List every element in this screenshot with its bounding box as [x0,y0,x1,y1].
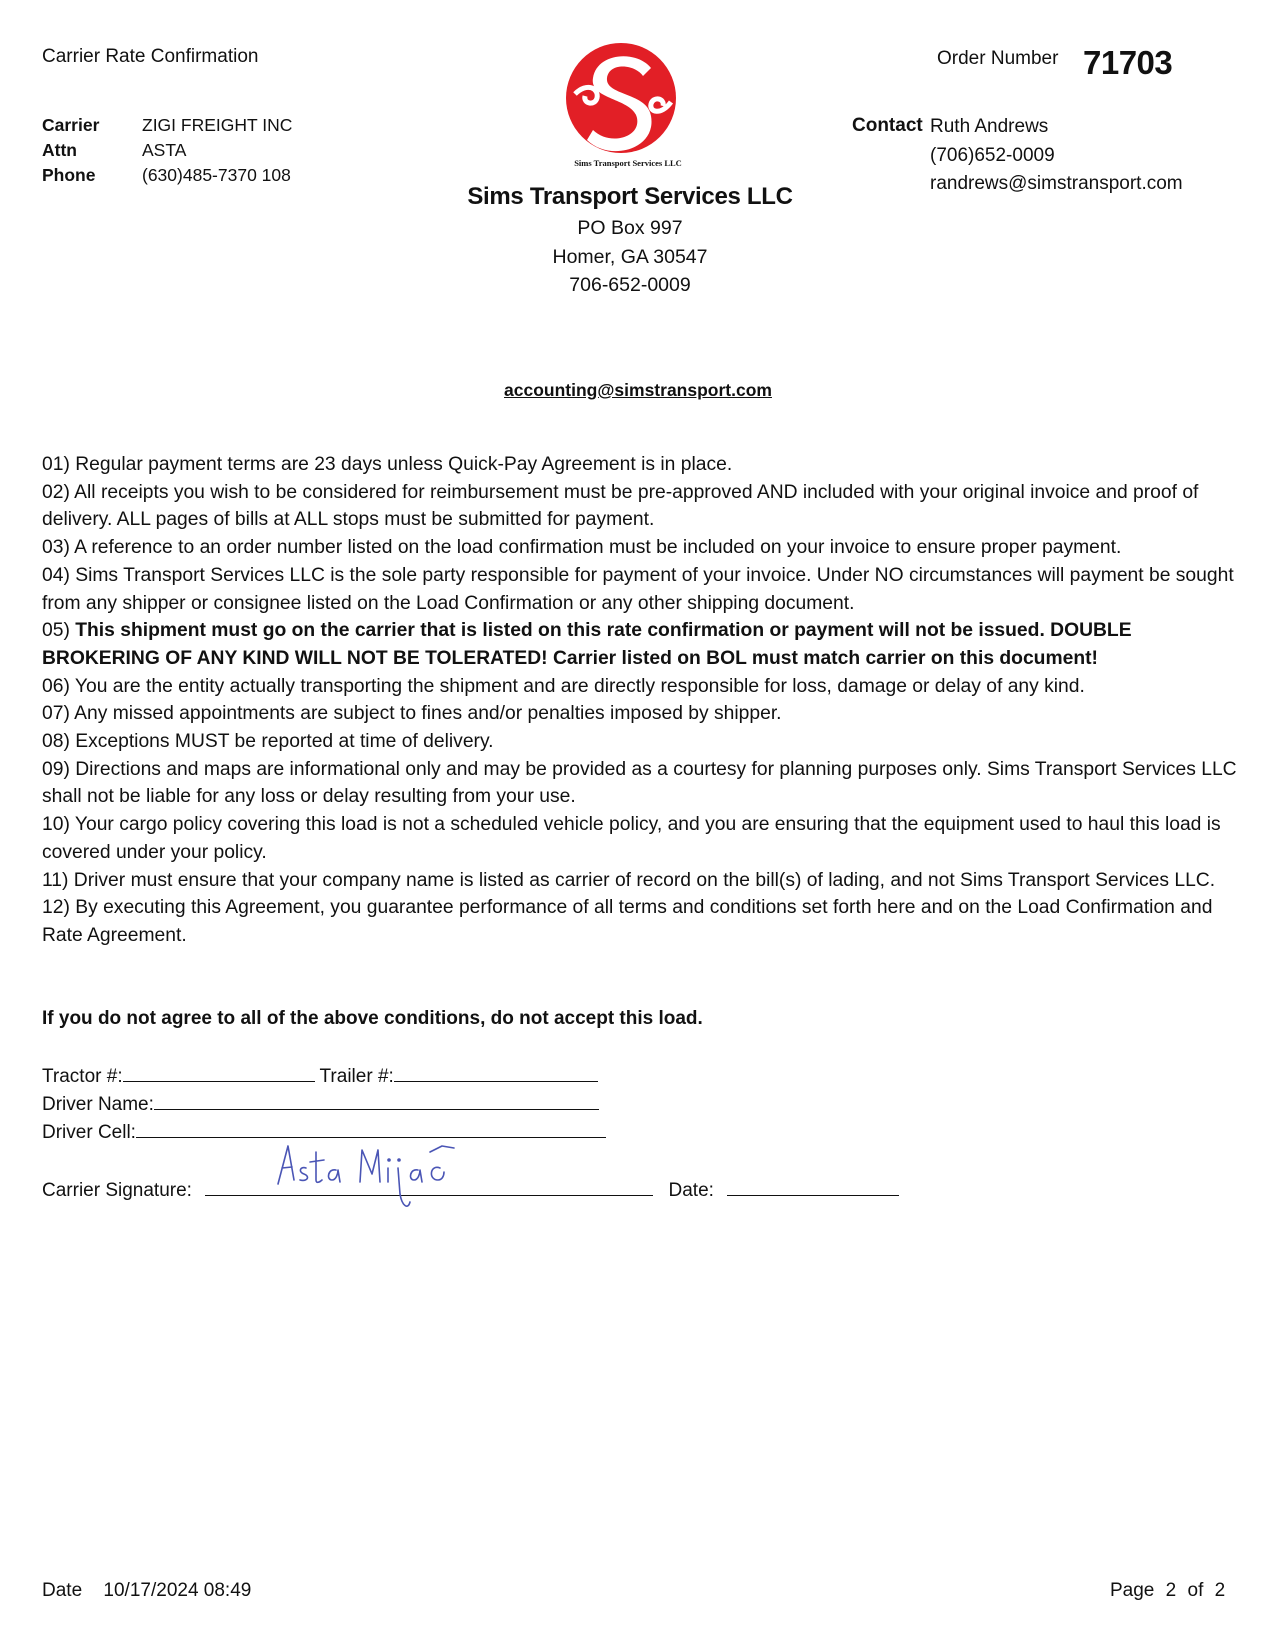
page-label: Page [1110,1580,1155,1601]
attn-row [42,138,292,163]
carrier-info [42,113,292,188]
company-name: Sims Transport Services LLC [467,183,793,210]
company-address-line1: PO Box 997 [577,217,683,239]
acceptance-warning: If you do not agree to all of the above conditions, do not accept this load. [42,1008,703,1029]
term-05-text: This shipment must go on the carrier that is listed on this rate confirmation or payment will not be issued. DOUBLE BROKERING OF ANY KIND WILL NOT BE TOLERATED! Carrier listed on BOL must match carrier on this document! [42,620,1132,669]
page-total: 2 [1214,1580,1226,1601]
accounting-email-link[interactable]: accounting@simstransport.com [504,380,772,400]
footer-date [42,1580,251,1602]
phone-value: (630)485-7370 108 [142,165,291,185]
carrier-row [42,113,292,138]
driver-cell-input[interactable] [136,1120,606,1138]
page-of: of [1187,1580,1204,1601]
term-01: 01) Regular payment terms are 23 days unless Quick-Pay Agreement is in place. [42,454,733,475]
term-08: 08) Exceptions MUST be reported at time of delivery. [42,731,494,753]
signature-label: Carrier Signature: [42,1180,192,1201]
footer-date-label: Date [42,1580,83,1601]
trailer-input[interactable] [394,1064,598,1082]
term-04: 04) Sims Transport Services LLC is the sole party responsible for payment of your invoice. Under NO circumstances will payment be sought from any shipper or consignee listed on the Load Confirmation or any other shipping document. [42,564,1234,614]
company-address-line2: Homer, GA 30547 [552,246,708,268]
company-phone: 706-652-0009 [569,274,691,296]
driver-name-row [42,1091,606,1119]
tractor-input[interactable] [123,1064,315,1082]
driver-cell-label: Driver Cell: [42,1122,136,1143]
order-number-value: 71703 [1083,44,1173,81]
term-02: 02) All receipts you wish to be considered for reimbursement must be pre-approved AND included with your original invoice and proof of delivery. ALL pages of bills at ALL stops must be submitted for payment. [42,481,1199,531]
date-label: Date: [668,1180,714,1201]
page-current: 2 [1165,1580,1177,1601]
contact-info [930,113,1183,199]
contact-name: Ruth Andrews [930,116,1049,137]
logo-tagline: Sims Transport Services LLC [574,158,682,168]
contact-label: Contact [852,115,923,136]
driver-name-input[interactable] [154,1092,599,1110]
handwritten-signature [272,1140,472,1214]
driver-name-label: Driver Name: [42,1094,154,1115]
order-number-label: Order Number [937,48,1059,69]
signature-text: Asta Mijač [272,1140,277,1141]
term-10: 10) Your cargo policy covering this load is not a scheduled vehicle policy, and you are ensuring that the equipment used to haul this load is covered under your policy. [42,814,1221,863]
carrier-label: Carrier [42,115,100,135]
term-05-number: 05) [42,620,70,642]
attn-value: ASTA [142,140,187,160]
driver-fields [42,1063,606,1147]
footer-date-value: 10/17/2024 08:49 [103,1580,252,1601]
term-03: 03) A reference to an order number listed on the load confirmation must be included on your invoice to ensure proper payment. [42,537,1122,559]
document-title: Carrier Rate Confirmation [42,46,259,67]
trailer-label: Trailer #: [319,1066,394,1087]
date-input[interactable] [727,1178,899,1196]
footer-page-number [1110,1580,1225,1602]
attn-label: Attn [42,140,77,160]
term-05 [42,617,1237,672]
contact-email: randrews@simstransport.com [930,173,1183,194]
term-07: 07) Any missed appointments are subject to fines and/or penalties imposed by shipper. [42,703,782,725]
phone-label: Phone [42,165,96,185]
tractor-trailer-row [42,1063,606,1091]
term-09: 09) Directions and maps are informational only and may be provided as a courtesy for planning purposes only. Sims Transport Services LLC shall not be liable for any loss or delay resulting from your use. [42,758,1237,808]
tractor-label: Tractor #: [42,1066,123,1087]
term-06: 06) You are the entity actually transporting the shipment and are directly responsible for loss, damage or delay of any kind. [42,675,1085,697]
term-11: 11) Driver must ensure that your company name is listed as carrier of record on the bill(s) of lading, and not Sims Transport Services LLC. [42,869,1216,891]
carrier-value: ZIGI FREIGHT INC [142,115,293,135]
term-12: 12) By executing this Agreement, you guarantee performance of all terms and conditions set forth here and on the Load Confirmation and Rate Agreement. [42,897,1213,946]
terms-list [42,451,1237,950]
contact-phone: (706)652-0009 [930,144,1055,166]
company-logo [553,38,703,170]
